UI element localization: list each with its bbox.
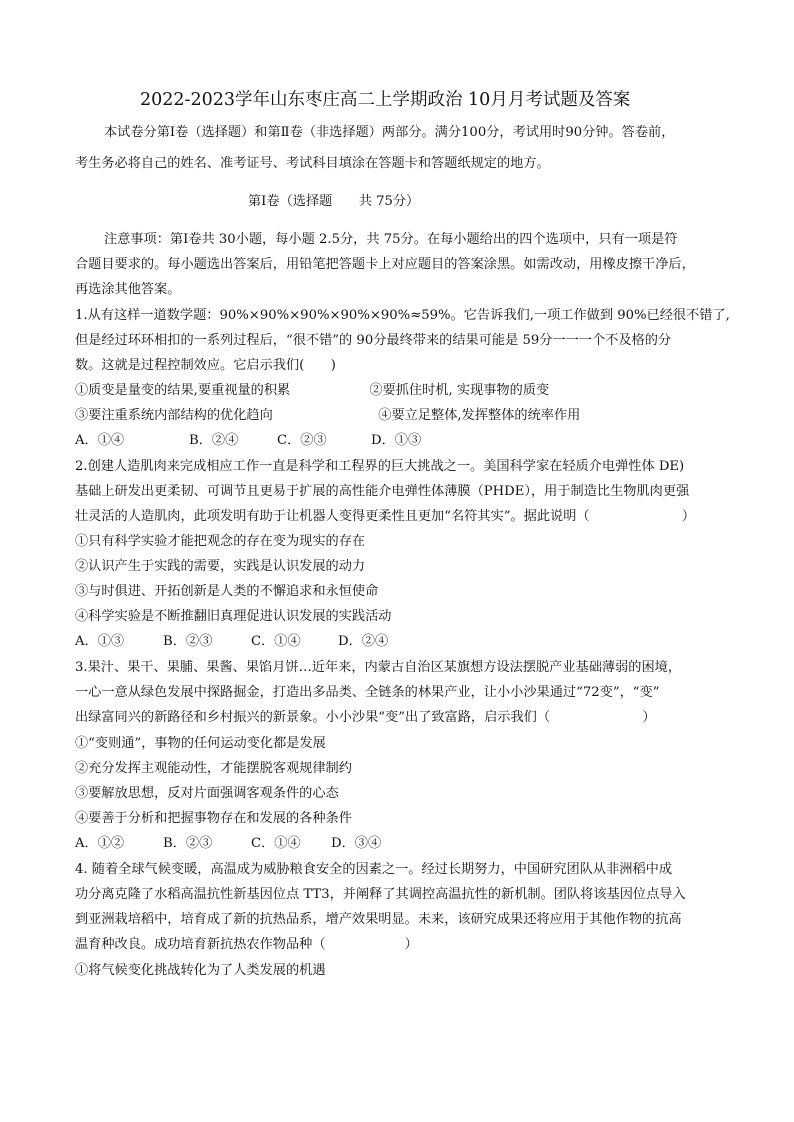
intro-line: 本试卷分第Ⅰ卷（选择题）和第Ⅱ卷（非选择题）两部分。满分100分，考试用时90分钟。答卷前， [104, 125, 675, 140]
section-heading: 第Ⅰ卷（选择题 共 75分） [248, 194, 420, 209]
notice-line: 合题目要求的。每小题选出答案后，用铅笔把答题卡上对应题目的答案涂黑。如需改动，用橡皮擦干净后， [75, 257, 695, 272]
question-stem-line: 2.创建人造肌肉来完成相应工作一直是科学和工程界的巨大挑战之一。美国科学家在轻质介电弹性体 DE) [75, 459, 685, 474]
option-b: B．②③ [163, 836, 213, 851]
question-statement: ②认识产生于实践的需要，实践是认识发展的动力 [75, 559, 366, 574]
question-statement: ①质变是量变的结果,要重视量的积累 ②要抓住时机, 实现事物的质变 [75, 383, 550, 398]
option-c: C．①④ [251, 836, 301, 851]
question-statement: ①“变则通”，事物的任何运动变化都是发展 [75, 736, 326, 751]
option-d: D．②④ [338, 634, 389, 649]
question-statement: ①只有科学实验才能把观念的存在变为现实的存在 [75, 534, 366, 549]
option-a: A．①④ [75, 433, 125, 448]
option-d: D．③④ [331, 836, 382, 851]
question-statement: ①将气候变化挑战转化为了人类发展的机遇 [75, 963, 326, 978]
intro-line: 考生务必将自己的姓名、准考证号、考试科目填涂在答题卡和答题纸规定的地方。 [75, 156, 550, 171]
document-title: 2022-2023学年山东枣庄高二上学期政治 10月月考试题及答案 [140, 90, 631, 110]
question-stem-line: 一心一意从绿色发展中探路掘金，打造出多品类、全链条的林果产业，让小小沙果通过“72变”，“变” [75, 685, 660, 700]
option-a: A．①③ [75, 634, 125, 649]
question-stem-line: 到亚洲栽培稻中，培育成了新的抗热品系，增产效果明显。未来，该研究成果还将应用于其他作物的抗高 [75, 912, 682, 927]
question-stem-line: 壮灵活的人造肌肉，此项发明有助于让机器人变得更柔性且更加“名符其实”。据此说明（ ） [75, 509, 696, 524]
answer-options [75, 834, 735, 854]
question-stem-line: 3.果汁、果干、果脯、果酱、果馅月饼…近年来，内蒙古自治区某旗想方设法摆脱产业基础薄弱的困境， [75, 660, 682, 675]
question-statement: ②充分发挥主观能动性，才能摆脱客观规律制约 [75, 761, 352, 776]
question-stem-line: 温育种改良。成功培育新抗热农作物品种（ ） [75, 937, 418, 952]
question-stem-line: 数。这就是过程控制效应。它启示我们( ) [75, 358, 336, 373]
option-c: C．②③ [277, 433, 327, 448]
answer-options [75, 632, 735, 652]
question-stem-line: 出绿富同兴的新路径和乡村振兴的新景象。小小沙果“变”出了致富路，启示我们（ ） [75, 710, 656, 725]
option-c: C．①④ [251, 634, 301, 649]
option-d: D．①③ [371, 433, 422, 448]
question-stem-line: 功分离克隆了水稻高温抗性新基因位点 TT3，并阐释了其调控高温抗性的新机制。团队将该基因位点导入 [75, 887, 686, 902]
option-b: B．②③ [163, 634, 213, 649]
question-statement: ④科学实验是不断推翻旧真理促进认识发展的实践活动 [75, 609, 392, 624]
question-statement: ④要善于分析和把握事物存在和发展的各种条件 [75, 811, 352, 826]
answer-options [75, 431, 735, 451]
question-statement: ③要注重系统内部结构的优化趋向 ④要立足整体,发挥整体的统率作用 [75, 408, 581, 423]
question-statement: ③与时俱进、开拓创新是人类的不懈追求和永恒使命 [75, 584, 379, 599]
question-stem-line: 1.从有这样一道数学题：90%×90%×90%×90%×90%≈59%。它告诉我们,一项工作做到 90%已经很不错了, [75, 308, 730, 323]
question-stem-line: 4. 随着全球气候变暖，高温成为威胁粮食安全的因素之一。经过长期努力，中国研究团队从非洲稻中成 [75, 862, 673, 877]
notice-line: 注意事项：第Ⅰ卷共 30小题，每小题 2.5分，共 75分。在每小题给出的四个选项中，只有一项是符 [104, 232, 678, 247]
question-stem-line: 基础上研发出更柔韧、可调节且更易于扩展的高性能介电弹性体薄膜（PHDE），用于制造比生物肌肉更强 [75, 484, 690, 499]
notice-line: 再选涂其他答案。 [75, 282, 181, 297]
question-stem-line: 但是经过环环相扣的一系列过程后，“很不错”的 90分最终带来的结果可能是 59分一一一个不及格的分 [75, 333, 672, 348]
option-a: A．①② [75, 836, 125, 851]
option-b: B．②④ [189, 433, 239, 448]
question-statement: ③要解放思想，反对片面强调客观条件的心态 [75, 786, 339, 801]
